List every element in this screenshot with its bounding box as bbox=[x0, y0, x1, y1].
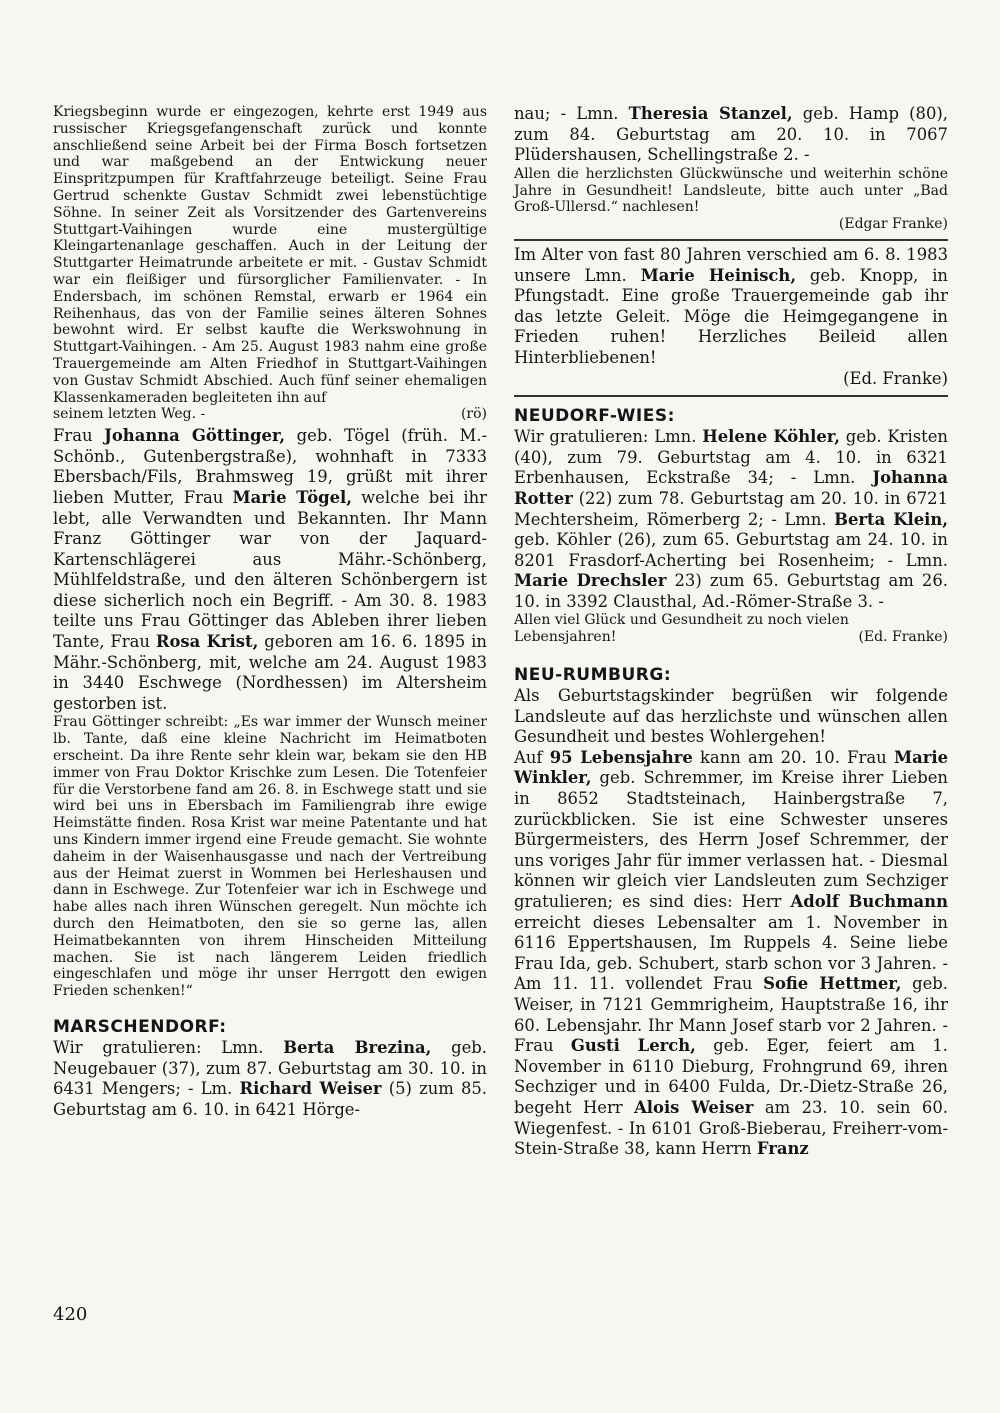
author-signature: (Ed. Franke) bbox=[843, 368, 948, 388]
greeting-stanzel: nau; - Lmn. Theresia Stanzel, geb. Hamp (80), zum 84. Geburtstag am 20. 10. in 7067 Plüdershausen, Schellingstraße 2. - bbox=[514, 104, 948, 165]
section-heading-neu-rumburg: NEU-RUMBURG: bbox=[514, 665, 672, 686]
neudorf-greetings: Wir gratulieren: Lmn. Helene Köhler, geb. Kristen (40), zum 79. Geburtstag am 4. 10. in 6321 Erbenhausen, Eckstraße 34; - Lmn. Johanna Rotter (22) zum 78. Geburtstag am 20. 10. in 6721 Mechtersheim, Römerberg 2; - Lmn. Berta Klein, geb. Köhler (26), zum 65. Geburtstag am 24. 10. in 8201 Frasdorf-Acherting bei Rosenheim; - Lmn. Marie Drechsler 23) zum 65. Geburtstag am 26. 10. in 3392 Clausthal, Ad.-Römer-Straße 3. - bbox=[514, 427, 948, 611]
obituary-heinisch: Im Alter von fast 80 Jahren verschied am 6. 8. 1983 unsere Lmn. Marie Heinisch, geb. Knopp, in Pfungstadt. Eine große Trauergemeinde gab ihr das letzte Geleit. Möge die Heimgegangene in Frieden ruhen! Herzliches Beileid allen Hinterbliebenen! bbox=[514, 244, 948, 367]
wishes-text: Allen viel Glück und Gesundheit zu noch vielen bbox=[514, 612, 849, 629]
author-signature: (Edgar Franke) bbox=[838, 216, 948, 233]
wishes-last-line: Lebensjahren! bbox=[514, 629, 617, 646]
divider bbox=[514, 239, 948, 241]
marschendorf-greetings: Wir gratulieren: Lmn. Berta Brezina, geb. Neugebauer (37), zum 87. Geburtstag am 30. 10. in 6431 Mengers; - Lm. Richard Weiser (5) zum 85. Geburtstag am 6. 10. in 6421 Hörge- bbox=[53, 1038, 488, 1119]
page-number: 420 bbox=[53, 1304, 88, 1325]
author-signature: (Ed. Franke) bbox=[858, 629, 948, 646]
obituary-signature-row bbox=[53, 406, 487, 423]
neu-rumburg-intro: Als Geburtstagskinder begrüßen wir folgende Landsleute auf das herzlichste und wünschen allen Gesundheit und bestes Wohlergehen! bbox=[514, 686, 948, 747]
section-heading-marschendorf: MARSCHENDORF: bbox=[53, 1017, 227, 1037]
quote-goettinger: Frau Göttinger schreibt: „Es war immer der Wunsch meiner lb. Tante, daß eine kleine Nachricht im Heimatboten erscheint. Da ihre Rente sehr klein war, bekam sie den HB immer von Frau Doktor Krischke zum Lesen. Die Totenfeier für die Verstorbene fand am 26. 8. in Eschwege statt und sie wird bei uns in Ebersbach im Familiengrab ihre ewige Heimstätte finden. Rosa Krist war meine Patentante und hat uns Kindern immer irgend eine Freude gemacht. Sie wohnte daheim in der Waisenhausgasse und nach der Vertreibung aus der Heimat zuerst in Wommen bei Herleshausen und dann in Eschwege. Zur Totenfeier war ich in Eschwege und habe alles nach ihren Wünschen geregelt. Nun möchte ich durch den Heimatboten, den sie so gerne las, allen Heimatbekannten von ihrem Hinscheiden Mitteilung machen. Sie ist nach längerem Leiden friedlich eingeschlafen und möge ihr unser Herrgott den ewigen Frieden schenken!“ bbox=[53, 714, 487, 1000]
neu-rumburg-birthdays: Auf 95 Lebensjahre kann am 20. 10. Frau Marie Winkler, geb. Schremmer, im Kreise ihrer Lieben in 8652 Stadtsteinach, Hainbergstraße 7, zurückblicken. Sie ist eine Schwester unseres Bürgermeisters, des Herrn Josef Schremmer, der uns voriges Jahr für immer verlassen hat. - Diesmal können wir gleich vier Landsleuten zum Sechziger gratulieren; es sind dies: Herr Adolf Buchmann erreicht dieses Lebensalter am 1. November in 6116 Eppertshausen, Im Ruppels 4. Seine liebe Frau Ida, geb. Schubert, starb schon vor 3 Jahren. - Am 11. 11. vollendet Frau Sofie Hettmer, geb. Weiser, in 7121 Gemmrigheim, Hauptstraße 16, ihr 60. Lebensjahr. Ihr Mann Josef starb vor 2 Jahren. - Frau Gusti Lerch, geb. Eger, feiert am 1. November in 6110 Dieburg, Frohngrund 69, ihren Sechziger und in 6400 Fulda, Dr.-Dietz-Straße 26, begeht Herr Alois Weiser am 23. 10. sein 60. Wiegenfest. - In 6101 Groß-Bieberau, Freiherr-vom-Stein-Straße 38, kann Herrn Franz bbox=[514, 747, 949, 1159]
author-signature: (rö) bbox=[460, 406, 487, 423]
notice-goettinger: Frau Johanna Göttinger, geb. Tögel (früh. M.-Schönb., Gutenbergstraße), wohnhaft in 7333 Ebersbach/Fils, Brahmsweg 19, grüßt mit ihrer lieben Mutter, Frau Marie Tögel, welche bei ihr lebt, alle Verwandten und Bekannten. Ihr Mann Franz Göttinger war von der Jaquard-Kartenschlägerei aus Mähr.-Schönberg, Mühlfeldstraße, und den älteren Schönbergern ist diese sicherlich noch ein Begriff. - Am 30. 8. 1983 teilte uns Frau Göttinger das Ableben ihrer lieben Tante, Frau Rosa Krist, geboren am 16. 6. 1895 in Mähr.-Schönberg, mit, welche am 24. August 1983 in 3440 Eschwege (Nordhessen) im Altersheim gestorben ist. bbox=[53, 426, 488, 713]
divider bbox=[514, 395, 948, 397]
obituary-last-line: seinem letzten Weg. - bbox=[53, 406, 206, 423]
right-column bbox=[514, 104, 948, 1160]
left-column bbox=[53, 104, 487, 1120]
section-heading-neudorf-wies: NEUDORF-WIES: bbox=[514, 406, 675, 427]
obituary-gustav-schmidt: Kriegsbeginn wurde er eingezogen, kehrte erst 1949 aus russischer Kriegsgefangenschaft zurück und konnte anschließend seine Arbeit bei der Firma Bosch fortsetzen und war maßgebend an der Entwickung neuer Einspritzpumpen für Kraftfahrzeuge beteiligt. Seine Frau Gertrud schenkte Gustav Schmidt zwei lebenstüchtige Söhne. In seiner Zeit als Vorsitzender des Gartenvereins Stuttgart-Vaihingen wurde eine mustergültige Kleingartenanlage geschaffen. Auch in der Leitung der Stuttgarter Heimatrunde arbeitete er mit. - Gustav Schmidt war ein fleißiger und fürsorglicher Familienvater. - In Endersbach, im schönen Remstal, erwarb er 1964 ein Reihenhaus, das von der Familie seines älteren Sohnes bewohnt wird. Er selbst kaufte die Werkswohnung in Stuttgart-Vaihingen. - Am 25. August 1983 nahm eine große Trauergemeinde am Alten Friedhof in Stuttgart-Vaihingen von Gustav Schmidt Abschied. Auch fünf seiner ehemaligen Klassenkameraden begleiteten ihn auf bbox=[53, 104, 487, 406]
wishes-text: Allen die herzlichsten Glückwünsche und weiterhin schöne Jahre in Gesundheit! Landsleute, bitte auch unter „Bad Groß-Ullersd.“ nachlesen! bbox=[514, 165, 948, 216]
wishes-signature-row bbox=[514, 629, 948, 646]
